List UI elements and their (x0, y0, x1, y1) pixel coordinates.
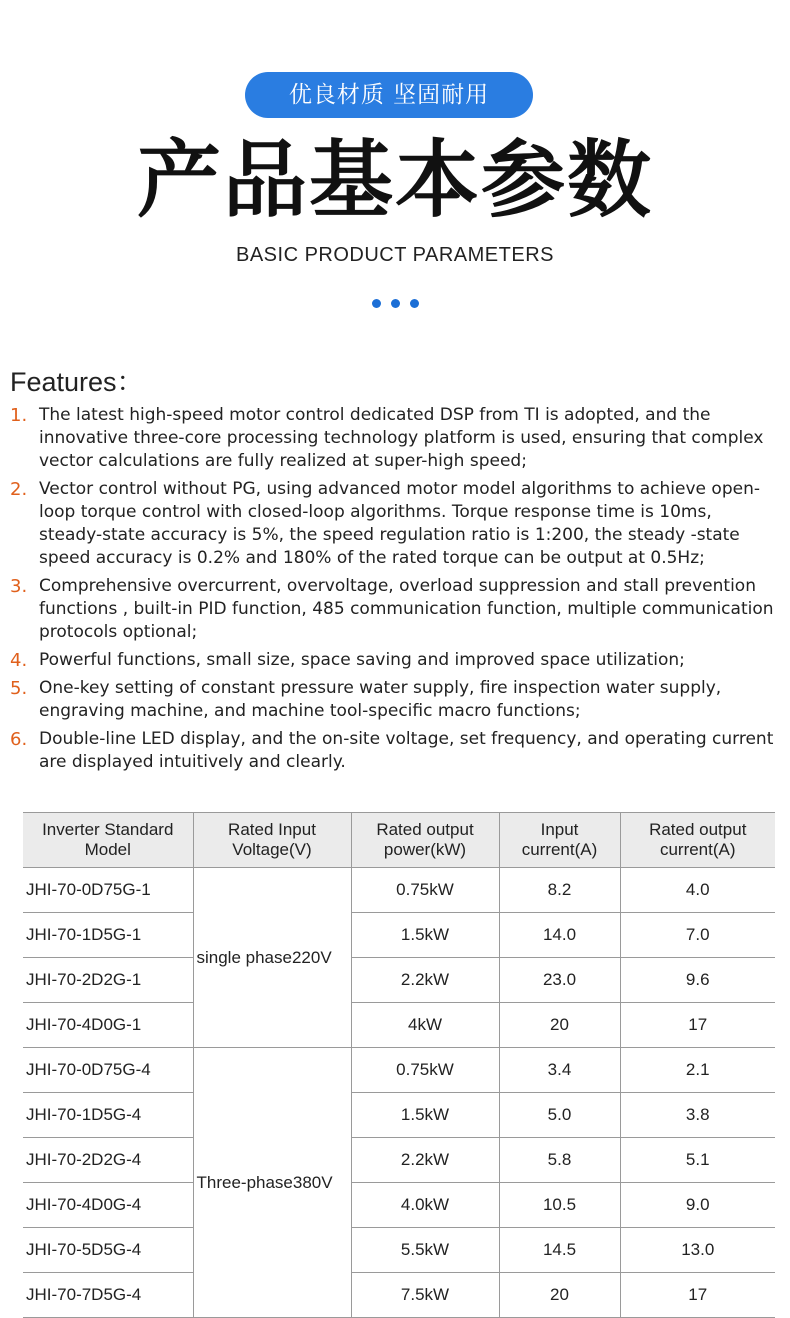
feature-item (10, 404, 780, 473)
cell-model: JHI-70-0D75G-1 (23, 868, 193, 913)
table-row (23, 1183, 775, 1228)
feature-number: 1. (10, 405, 28, 426)
cell-model: JHI-70-0D75G-4 (23, 1048, 193, 1093)
feature-number: 6. (10, 729, 28, 750)
cell-model: JHI-70-1D5G-1 (23, 913, 193, 958)
feature-text: Comprehensive overcurrent, overvoltage, overload suppression and stall prevention functions , built-in PID function, 485 communication function, multiple communication protocols optional; (39, 576, 774, 642)
cell-input: 20 (499, 1003, 620, 1048)
feature-item (10, 649, 780, 672)
feature-text: Powerful functions, small size, space saving and improved space utilization; (39, 650, 685, 670)
header-model: Inverter Standard Model (23, 813, 193, 868)
feature-number: 3. (10, 576, 28, 597)
cell-output: 5.1 (620, 1138, 775, 1183)
cell-input: 5.8 (499, 1138, 620, 1183)
feature-item (10, 677, 780, 723)
cell-power: 5.5kW (351, 1228, 499, 1273)
header-power: Rated output power(kW) (351, 813, 499, 868)
cell-model: JHI-70-2D2G-1 (23, 958, 193, 1003)
cell-output: 17 (620, 1003, 775, 1048)
dot-icon (410, 299, 419, 308)
table-row (23, 958, 775, 1003)
cell-output: 17 (620, 1273, 775, 1318)
cell-input: 14.0 (499, 913, 620, 958)
header-voltage: Rated Input Voltage(V) (193, 813, 351, 868)
feature-number: 4. (10, 650, 28, 671)
cell-model: JHI-70-1D5G-4 (23, 1093, 193, 1138)
cell-input: 20 (499, 1273, 620, 1318)
cell-output: 2.1 (620, 1048, 775, 1093)
table-row (23, 1273, 775, 1318)
feature-number: 2. (10, 479, 28, 500)
feature-number: 5. (10, 678, 28, 699)
cell-input: 14.5 (499, 1228, 620, 1273)
feature-item (10, 575, 780, 644)
cell-power: 0.75kW (351, 1048, 499, 1093)
feature-item (10, 728, 780, 774)
feature-text: One-key setting of constant pressure water supply, fire inspection water supply, engraving machine, and machine tool-specific macro functions; (39, 678, 722, 721)
cell-output: 7.0 (620, 913, 775, 958)
table-row (23, 1228, 775, 1273)
cell-input: 10.5 (499, 1183, 620, 1228)
table-header-row (23, 813, 775, 868)
spec-table (23, 812, 775, 1318)
header-input-current: Input current(A) (499, 813, 620, 868)
page-subtitle: BASIC PRODUCT PARAMETERS (236, 244, 554, 266)
feature-text: Double-line LED display, and the on-site voltage, set frequency, and operating current are displayed intuitively and clearly. (39, 729, 774, 772)
cell-power: 0.75kW (351, 868, 499, 913)
features-heading: Features： (10, 367, 144, 397)
cell-input: 5.0 (499, 1093, 620, 1138)
table-row (23, 1003, 775, 1048)
cell-model: JHI-70-7D5G-4 (23, 1273, 193, 1318)
table-row (23, 1048, 775, 1093)
cell-output: 9.0 (620, 1183, 775, 1228)
feature-list (10, 404, 780, 779)
cell-voltage: single phase220V (193, 868, 351, 1048)
header-pill-badge: 优良材质 坚固耐用 (245, 72, 533, 118)
cell-model: JHI-70-4D0G-1 (23, 1003, 193, 1048)
table-row (23, 1093, 775, 1138)
feature-item (10, 478, 780, 570)
cell-output: 3.8 (620, 1093, 775, 1138)
table-row (23, 868, 775, 913)
header-output-current: Rated output current(A) (620, 813, 775, 868)
feature-text: Vector control without PG, using advanced motor model algorithms to achieve open-loop torque control with closed-loop algorithms. Torque response time is 10ms, steady-state accuracy is 5%, the speed regulation ratio is 1:200, the steady -state speed accuracy is 0.2% and 180% of the rated torque can be output at 0.5Hz; (39, 479, 760, 568)
cell-power: 2.2kW (351, 1138, 499, 1183)
table-row (23, 1138, 775, 1183)
cell-power: 1.5kW (351, 913, 499, 958)
cell-model: JHI-70-2D2G-4 (23, 1138, 193, 1183)
dot-icon (391, 299, 400, 308)
cell-power: 4kW (351, 1003, 499, 1048)
cell-output: 13.0 (620, 1228, 775, 1273)
feature-text: The latest high-speed motor control dedicated DSP from TI is adopted, and the innovative three-core processing technology platform is used, ensuring that complex vector calculations are fully realized at super-high speed; (39, 405, 764, 471)
page-title: 产品基本参数 (136, 131, 653, 229)
table-row (23, 913, 775, 958)
cell-voltage: Three-phase380V (193, 1048, 351, 1318)
cell-power: 2.2kW (351, 958, 499, 1003)
cell-power: 4.0kW (351, 1183, 499, 1228)
cell-input: 23.0 (499, 958, 620, 1003)
decorative-dots (0, 293, 790, 312)
cell-model: JHI-70-4D0G-4 (23, 1183, 193, 1228)
cell-power: 7.5kW (351, 1273, 499, 1318)
dot-icon (372, 299, 381, 308)
cell-output: 4.0 (620, 868, 775, 913)
cell-input: 8.2 (499, 868, 620, 913)
cell-output: 9.6 (620, 958, 775, 1003)
cell-input: 3.4 (499, 1048, 620, 1093)
cell-power: 1.5kW (351, 1093, 499, 1138)
cell-model: JHI-70-5D5G-4 (23, 1228, 193, 1273)
